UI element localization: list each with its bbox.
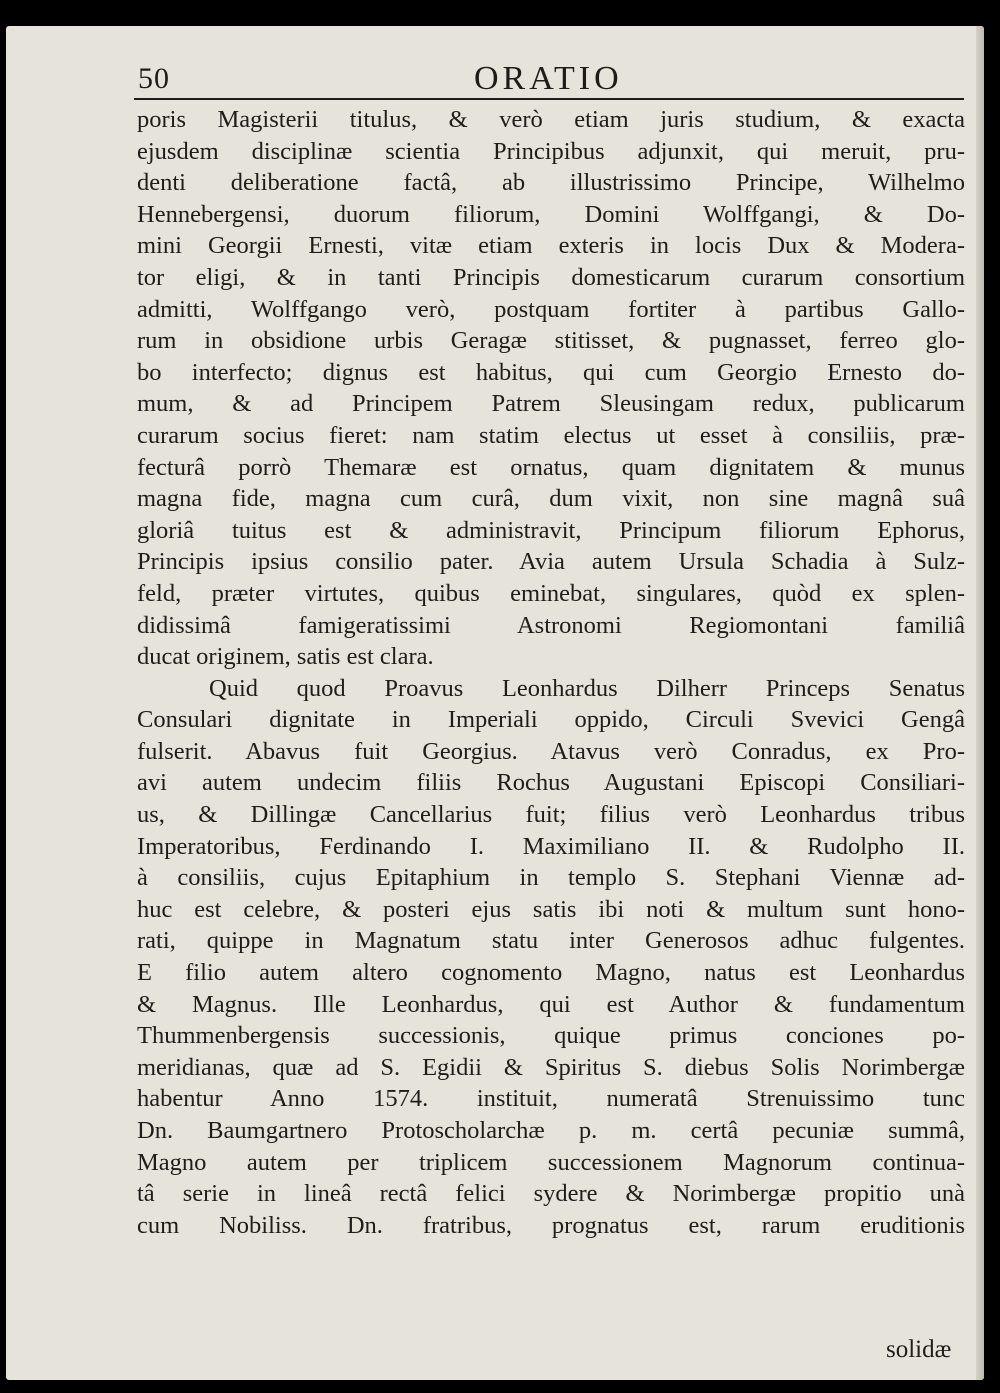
text-line: habentur Anno 1574. instituit, numeratâ Strenuissimo tunc: [137, 1085, 965, 1113]
text-line: bo interfecto; dignus est habitus, qui cum Georgio Ernesto do-: [137, 358, 965, 386]
text-line: meridianas, quæ ad S. Egidii & Spiritus S. diebus Solis Norimbergæ: [137, 1053, 965, 1081]
text-line: à consiliis, cujus Epitaphium in templo S. Stephani Viennæ ad-: [137, 864, 965, 892]
text-line: mini Georgii Ernesti, vitæ etiam exteris in locis Dux & Modera-: [137, 232, 965, 260]
text-line: mum, & ad Principem Patrem Sleusingam redux, publicarum: [137, 390, 965, 418]
text-line: curarum socius fieret: nam statim electus ut esset à consiliis, præ-: [137, 421, 965, 449]
text-line: rati, quippe in Magnatum statu inter Generosos adhuc fulgentes.: [137, 927, 965, 955]
text-line: magna fide, magna cum curâ, dum vixit, non sine magnâ suâ: [137, 485, 965, 513]
text-line: Imperatoribus, Ferdinando I. Maximiliano II. & Rudolpho II.: [137, 832, 965, 860]
text-line: tor eligi, & in tanti Principis domesticarum curarum consortium: [137, 263, 965, 291]
text-line: rum in obsidione urbis Geragæ stitisset, & pugnasset, ferreo glo-: [137, 327, 965, 355]
text-line: us, & Dillingæ Cancellarius fuit; filius verò Leonhardus tribus: [137, 801, 965, 829]
text-line: gloriâ tuitus est & administravit, Principum filiorum Ephorus,: [137, 516, 965, 544]
page-header: [134, 60, 966, 100]
catchword: solidæ: [886, 1336, 952, 1363]
page-number: 50: [138, 62, 170, 95]
text-line: feld, præter virtutes, quibus eminebat, singulares, quòd ex splen-: [137, 579, 965, 607]
page-edge: [976, 26, 984, 1380]
header-rule: [134, 98, 964, 100]
text-line: poris Magisterii titulus, & verò etiam juris studium, & exacta: [137, 106, 965, 133]
text-line: didissimâ famigeratissimi Astronomi Regiomontani familiâ: [137, 611, 965, 639]
text-line: Consulari dignitate in Imperiali oppido, Circuli Svevici Gengâ: [137, 706, 965, 734]
text-line: avi autem undecim filiis Rochus Augustani Episcopi Consiliari-: [137, 769, 965, 797]
text-line: E filio autem altero cognomento Magno, natus est Leonhardus: [137, 959, 965, 987]
text-line: fecturâ porrò Themaræ est ornatus, quam dignitatem & munus: [137, 453, 965, 481]
text-line: ducat originem, satis est clara.: [137, 643, 434, 671]
text-line: fulserit. Abavus fuit Georgius. Atavus verò Conradus, ex Pro-: [137, 737, 965, 765]
text-line: Principis ipsius consilio pater. Avia autem Ursula Schadia à Sulz-: [137, 548, 965, 576]
text-line: Magno autem per triplicem successionem Magnorum continua-: [137, 1148, 965, 1176]
book-page: [6, 26, 984, 1380]
text-line: cum Nobiliss. Dn. fratribus, prognatus est, rarum eruditionis: [137, 1211, 965, 1239]
text-line: ejusdem disciplinæ scientia Principibus adjunxit, qui meruit, pru-: [137, 137, 965, 165]
text-line: & Magnus. Ille Leonhardus, qui est Author & fundamentum: [137, 990, 965, 1018]
text-line: tâ serie in lineâ rectâ felici sydere & Norimbergæ propitio unà: [137, 1180, 965, 1208]
running-title: ORATIO: [474, 60, 623, 97]
text-line: denti deliberatione factâ, ab illustrissimo Principe, Wilhelmo: [137, 169, 965, 197]
body-text: [137, 104, 965, 1241]
text-line: Dn. Baumgartnero Protoscholarchæ p. m. certâ pecuniæ summâ,: [137, 1117, 965, 1144]
text-line: Hennebergensi, duorum filiorum, Domini Wolffgangi, & Do-: [137, 200, 965, 228]
text-line: Thummenbergensis successionis, quique primus conciones po-: [137, 1022, 965, 1050]
text-line: admitti, Wolffgango verò, postquam fortiter à partibus Gallo-: [137, 295, 965, 323]
text-line: huc est celebre, & posteri ejus satis ibi noti & multum sunt hono-: [137, 895, 965, 923]
text-line: Quid quod Proavus Leonhardus Dilherr Princeps Senatus: [209, 674, 965, 702]
